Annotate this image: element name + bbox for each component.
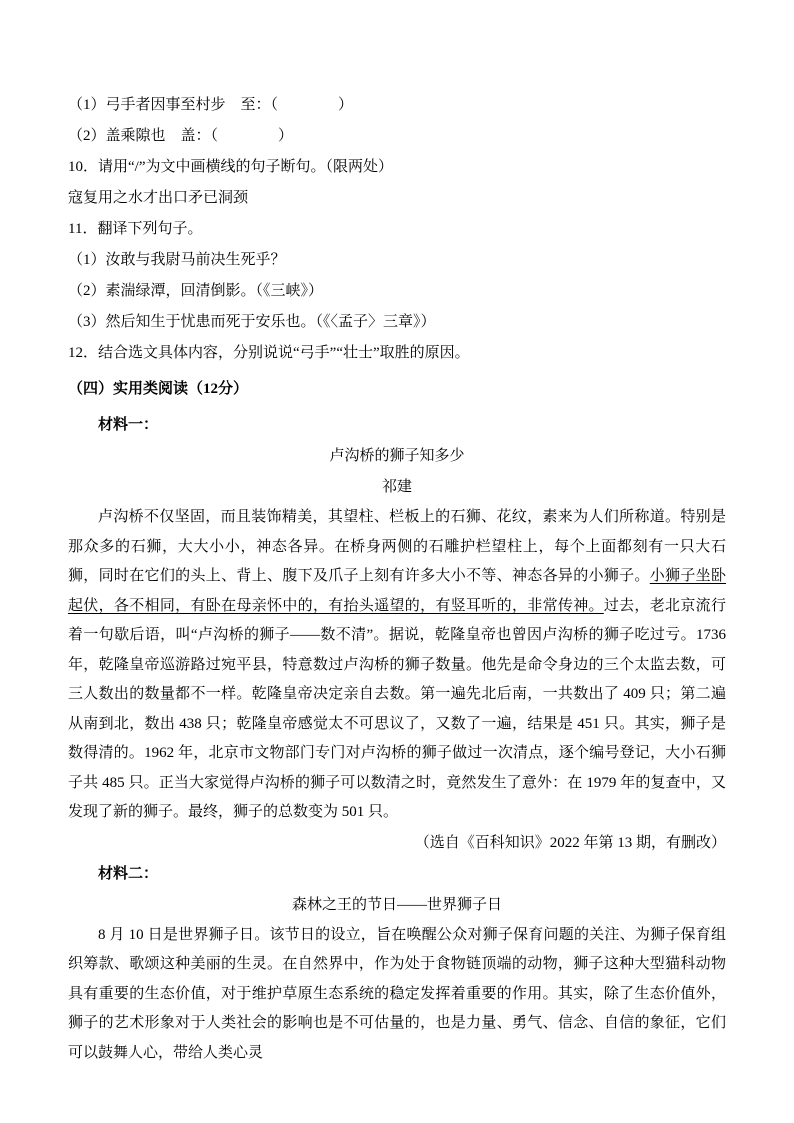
material-2-paragraph: 8 月 10 日是世界狮子日。该节日的设立，旨在唤醒公众对狮子保育问题的关注、为狮子保育组织筹款、歌颂这种美丽的生灵。在自然界中，作为处于食物链顶端的动物，狮子这种大型猫科动物具有重要的生态价值，对于维护草原生态系统的稳定发挥着重要的作用。其实，除了生态价值外，狮子的艺术形象对于人类社会的影响也是不可估量的，也是力量、勇气、信念、自信的象征，它们可以鼓舞人心，带给人类心灵 — [68, 926, 726, 1061]
q10-sentence: 寇复用之水才出口矛已洞颈 — [68, 190, 249, 206]
q9-blank-1: （1）弓手者因事至村步 至：（ ） — [68, 97, 354, 113]
material-2-label: 材料二： — [98, 865, 159, 882]
material-1-title: 卢沟桥的狮子知多少 — [329, 448, 465, 464]
material-1-text-after-underline: 过去，老北京流行着一句歇后语，叫“卢沟桥的狮子——数不清”。据说，乾隆皇帝也曾因卢沟桥的狮子吃过亏。1736 年，乾隆皇帝巡游路过宛平县，特意数过卢沟桥的狮子数量。他先是命令身边的三个太监去数，可三人数出的数量都不一样。乾隆皇帝决定亲自去数。第一遍先北后南，一共数出了 409 只；第二遍从南到北，数出 438 只；乾隆皇帝感觉太不可思议了，又数了一遍，结果是 451 只。其实，狮子是数得清的。1962 年，北京市文物部门专门对卢沟桥的狮子做过一次清点，逐个编号登记，大小石狮子共 485 只。正当大家觉得卢沟桥的狮子可以数清之时，竟然发生了意外：在 1979 年的复查中，又发现了新的狮子。最终，狮子的总数变为 501 只。 — [68, 597, 730, 820]
material-2-title: 森林之王的节日——世界狮子日 — [291, 896, 502, 913]
material-1-source: （选自《百科知识》2022 年第 13 期，有删改） — [414, 834, 726, 851]
section-heading: （四）实用类阅读（12分） — [68, 381, 249, 397]
material-1-author: 祁建 — [381, 479, 412, 495]
q11-prompt: 11．翻译下列句子。 — [68, 221, 203, 237]
material-1-underlined-sentence: 小狮子坐卧起伏，各不相同，有卧在母亲怀中的，有抬头遥望的，有竖耳听的，非常传神。 — [68, 568, 726, 614]
material-1-paragraph — [68, 503, 730, 828]
material-1-label: 材料一： — [98, 417, 159, 433]
q11-item-2: （2）素湍绿潭，回清倒影。（《三峡》） — [68, 283, 324, 299]
q11-item-1: （1）汝敢与我尉马前决生死乎？ — [68, 252, 286, 268]
material-1-text-before-underline: 卢沟桥不仅坚固，而且装饰精美，其望柱、栏板上的石狮、花纹，素来为人们所称道。特别是那众多的石狮，大大小小，神态各异。在桥身两侧的石雕护栏望柱上，每个上面都刻有一只大石狮，同时在它们的头上、背上、腹下及爪子上刻有许多大小不等、神态各异的小狮子。 — [68, 509, 726, 584]
q9-blank-2: （2）盖乘隙也 盖：（ ） — [68, 128, 294, 144]
q10-prompt: 10．请用“/”为文中画横线的句子断句。（限两处） — [68, 159, 393, 175]
q12-prompt: 12．结合选文具体内容，分别说说“弓手”“壮士”取胜的原因。 — [68, 345, 470, 361]
q11-item-3: （3）然后知生于忧患而死于安乐也。（《〈孟子〉三章》） — [68, 314, 436, 330]
